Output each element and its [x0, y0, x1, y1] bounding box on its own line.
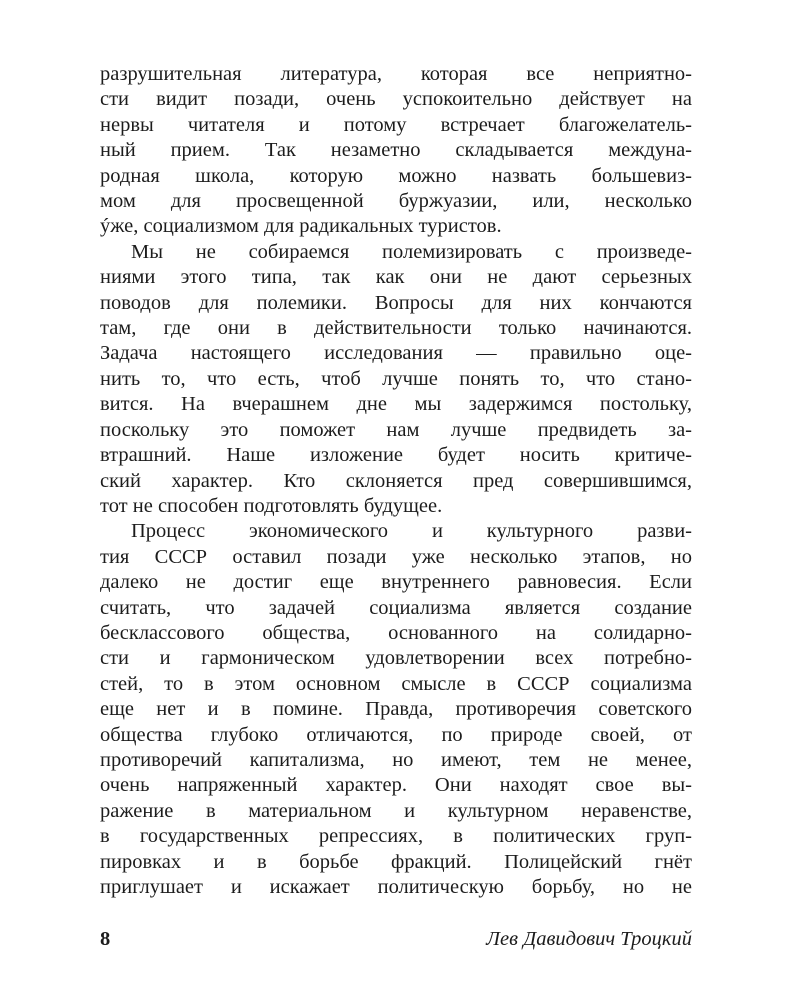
page-body: [100, 62, 692, 900]
text-line: стей, то в этом основном смысле в СССР социализма: [100, 672, 692, 695]
text-line: ный прием. Так незаметно складывается междуна-: [100, 139, 692, 162]
running-title: Лев Давидович Троцкий: [486, 928, 692, 950]
text-line: ниями этого типа, так как они не дают серьезных: [100, 266, 692, 289]
text-line: тия СССР оставил позади уже несколько этапов, но: [100, 545, 692, 568]
text-line: Процесс экономического и культурного разви-: [131, 520, 692, 543]
text-line: в государственных репрессиях, в политических груп-: [100, 825, 692, 848]
text-line: поводов для полемики. Вопросы для них кончаются: [100, 291, 692, 314]
text-line: поскольку это поможет нам лучше предвидеть за-: [100, 418, 692, 441]
text-line: далеко не достиг еще внутреннего равновесия. Если: [100, 571, 692, 594]
text-line: бесклассового общества, основанного на солидарно-: [100, 621, 692, 644]
paragraph: [100, 519, 692, 900]
paragraph: [100, 240, 692, 519]
text-line: разрушительная литература, которая все неприятно-: [100, 63, 692, 85]
text-line: противоречий капитализма, но имеют, тем не менее,: [100, 748, 692, 771]
text-line: очень напряженный характер. Они находят свое вы-: [100, 774, 692, 797]
text-line: ýже, социализмом для радикальных туристов.: [100, 215, 502, 238]
text-line: родная школа, которую можно назвать большевиз-: [100, 164, 692, 187]
text-line: нить то, что есть, чтоб лучше понять то, что стано-: [100, 367, 692, 390]
text-line: приглушает и искажает политическую борьбу, но не: [100, 876, 692, 898]
text-line: считать, что задачей социализма является создание: [100, 596, 692, 619]
text-line: Задача настоящего исследования — правильно оце-: [100, 342, 692, 365]
text-line: мом для просвещенной буржуазии, или, несколько: [100, 190, 692, 213]
page-number: 8: [100, 928, 111, 950]
text-line: Мы не собираемся полемизировать с произведе-: [131, 240, 692, 263]
text-line: нервы читателя и потому встречает благожелатель-: [100, 113, 692, 136]
text-line: там, где они в действительности только начинаются.: [100, 317, 692, 340]
text-line: пировках и в борьбе фракций. Полицейский гнёт: [100, 850, 692, 873]
text-line: тот не способен подготовлять будущее.: [100, 494, 443, 517]
text-line: ражение в материальном и культурном неравенстве,: [100, 799, 692, 822]
text-line: общества глубоко отличаются, по природе своей, от: [100, 723, 692, 746]
paragraph: [100, 62, 692, 240]
text-line: сти и гармоническом удовлетворении всех потребно-: [100, 647, 692, 670]
text-line: вится. На вчерашнем дне мы задержимся постольку,: [100, 393, 692, 416]
text-line: еще нет и в помине. Правда, противоречия советского: [100, 698, 692, 721]
text-line: втрашний. Наше изложение будет носить критиче-: [100, 444, 692, 467]
text-line: сти видит позади, очень успокоительно действует на: [100, 88, 692, 111]
text-line: ский характер. Кто склоняется пред совершившимся,: [100, 469, 692, 492]
